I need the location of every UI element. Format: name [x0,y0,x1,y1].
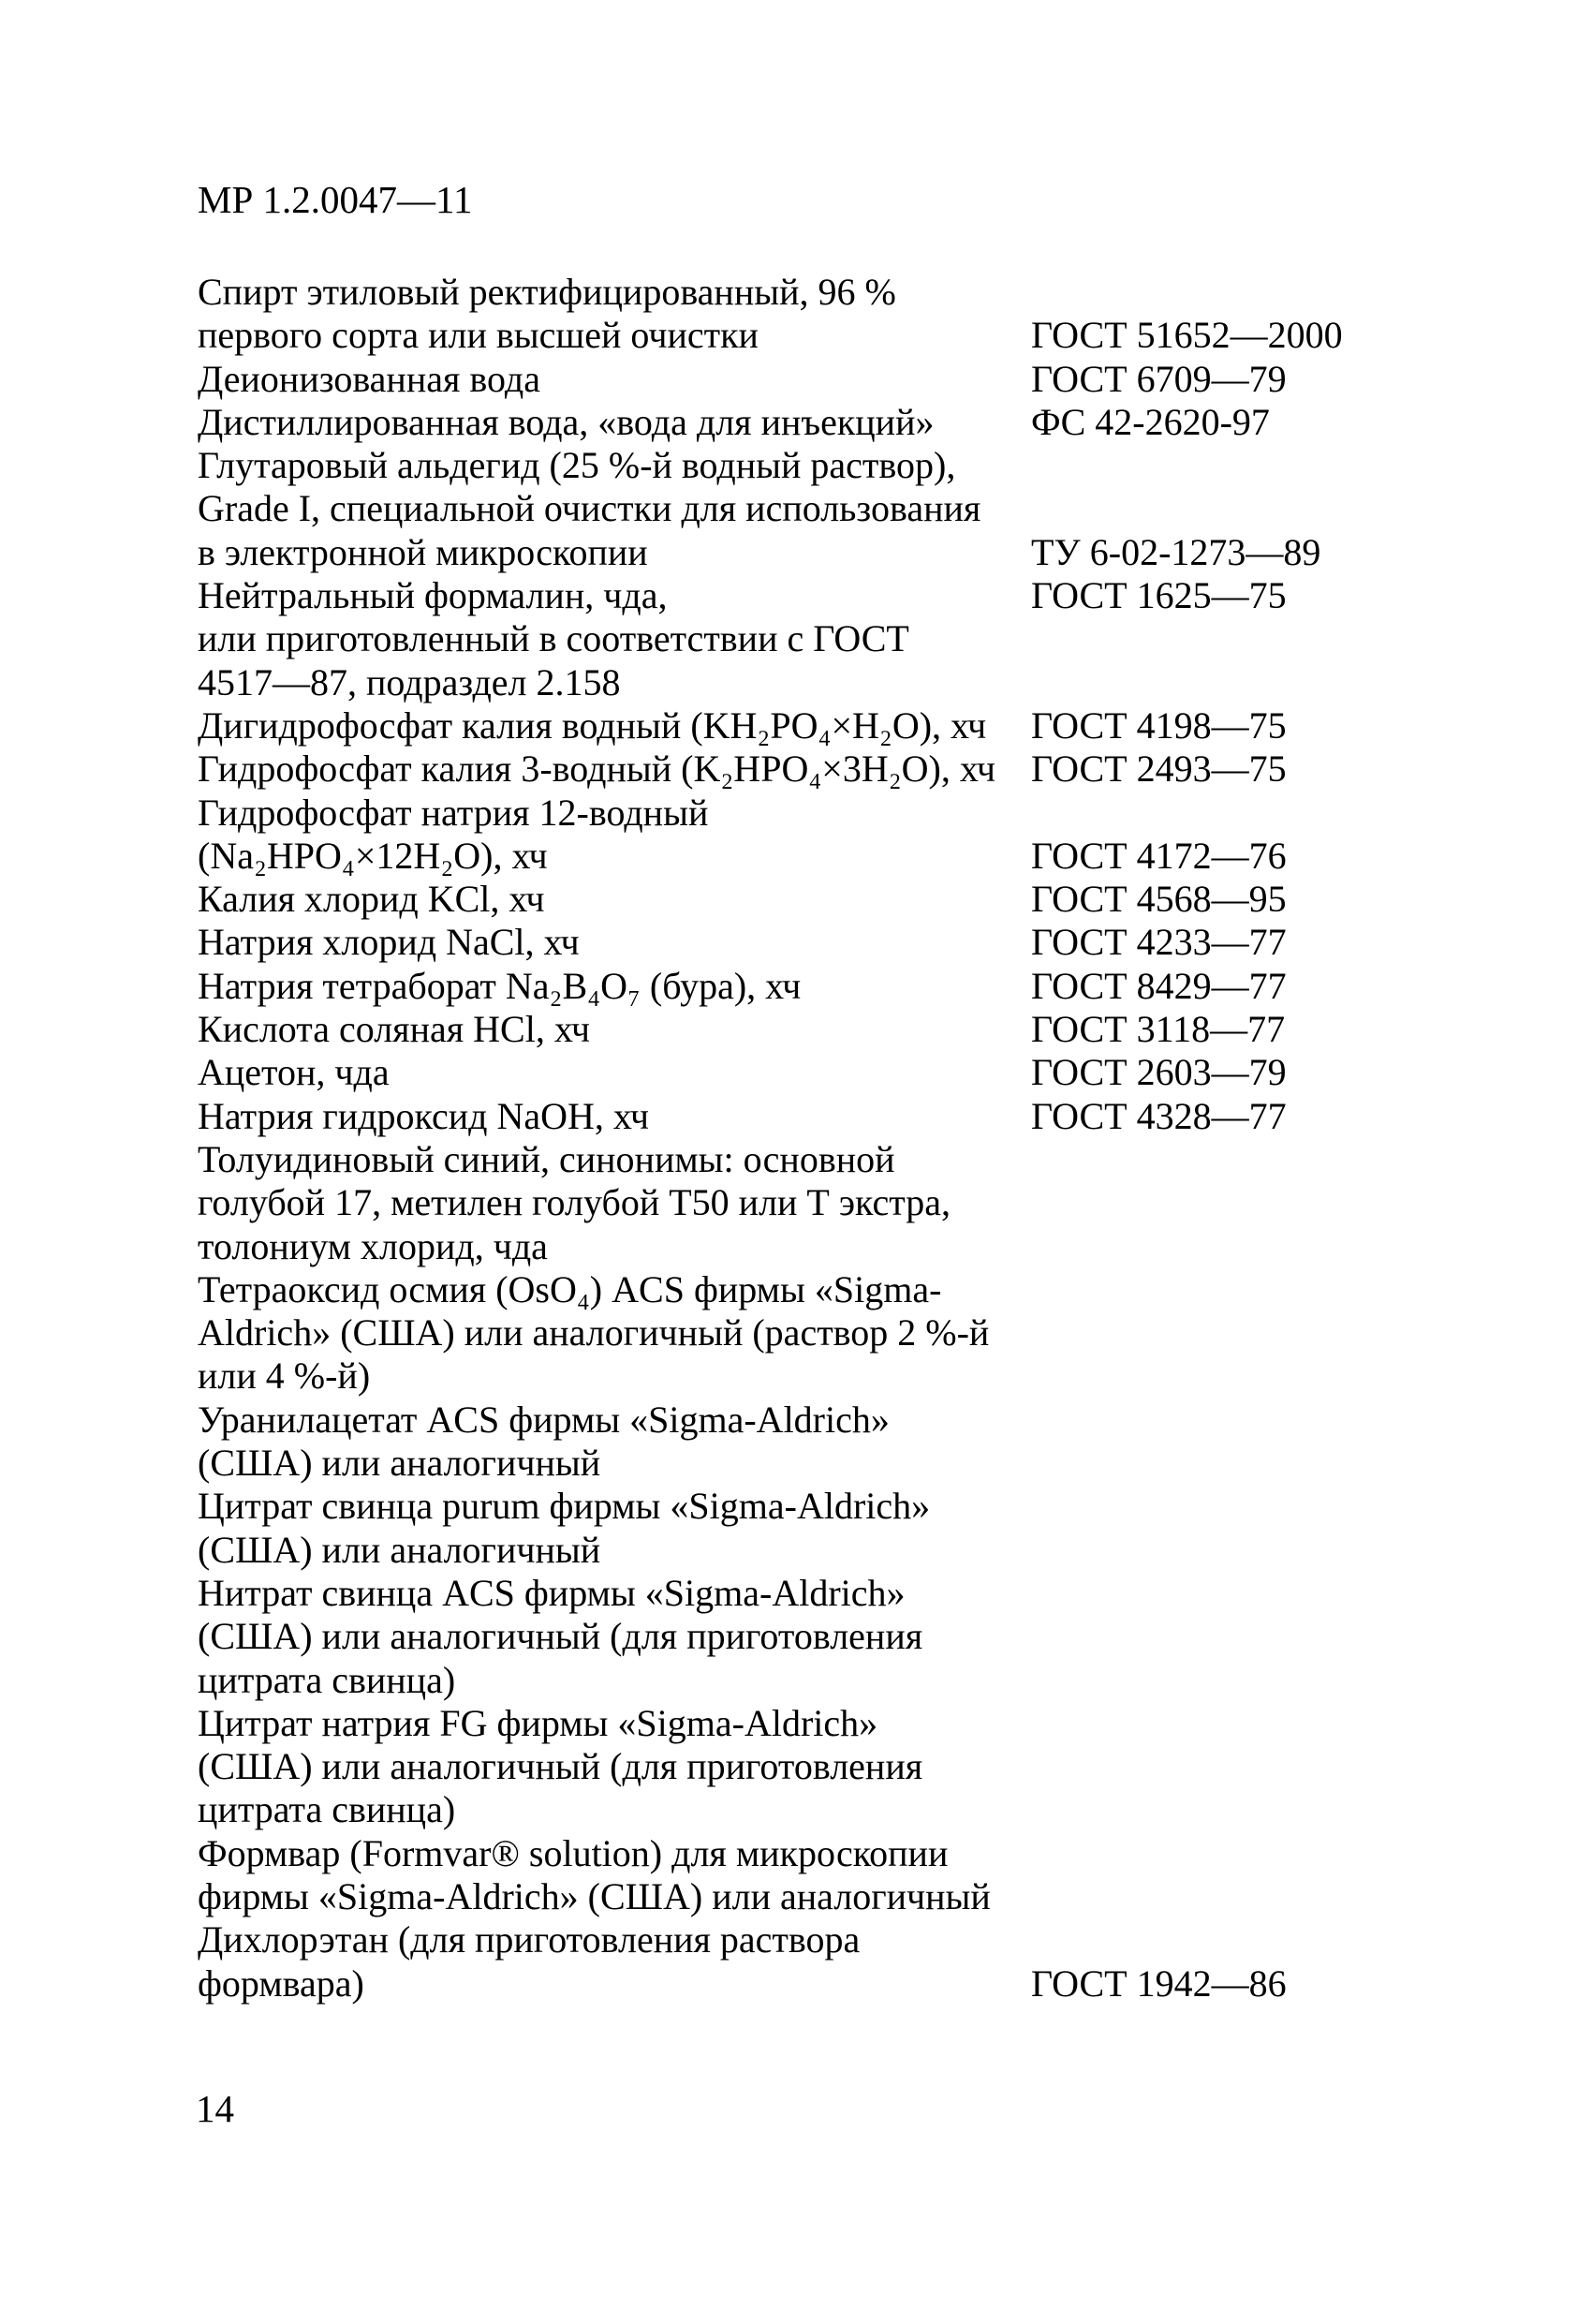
reagent-standard: ГОСТ 2603—79 [1031,1051,1287,1094]
reagent-name: Деионизованная вода [198,357,540,400]
reagent-standard: ГОСТ 51652—2000 [1031,314,1343,357]
reagent-row [198,1008,1396,1051]
reagent-standard: ГОСТ 1942—86 [1031,1961,1287,2005]
reagent-standard: ГОСТ 1625—75 [1031,574,1287,617]
reagent-standard: ГОСТ 4172—76 [1031,834,1287,877]
reagent-row [198,444,1396,574]
reagent-standard: ГОСТ 4198—75 [1031,703,1287,747]
reagent-name: Дистиллированная вода, «вода для инъекций» [198,400,935,443]
page-number: 14 [196,2087,234,2130]
reagent-row [198,1832,1396,1919]
reagent-standard: ГОСТ 3118—77 [1031,1008,1286,1051]
reagent-standard: ГОСТ 4233—77 [1031,921,1287,964]
reagent-row [198,704,1396,748]
reagent-name: Кислота соляная HCl, хч [198,1008,590,1051]
reagent-row [198,617,1396,704]
reagent-standard: ГОСТ 8429—77 [1031,964,1287,1007]
reagent-row [198,1485,1396,1572]
reagent-standard: ФС 42-2620-97 [1031,400,1270,443]
reagent-name: Цитрат натрия FG фирмы «Sigma-Aldrich» (США) или аналогичный (для приготовления цитрата свинца) [198,1701,923,1831]
reagent-name: Гидрофосфат натрия 12-водный (Na₂HPO₄×12H₂O), хч [198,791,709,877]
reagent-row [198,1095,1396,1138]
reagent-row [198,878,1396,921]
reagent-row [198,401,1396,444]
reagent-name: Дигидрофосфат калия водный (KH₂PO₄×H₂O), хч [198,703,987,747]
reagent-row [198,921,1396,964]
reagent-list [198,271,1396,2006]
reagent-name: или приготовленный в соответствии с ГОСТ 4517—87, подраздел 2.158 [198,617,909,703]
reagent-row [198,271,1396,358]
reagent-row [198,358,1396,401]
reagent-row [198,1399,1396,1486]
reagent-row [198,965,1396,1008]
reagent-name: Ацетон, чда [198,1051,390,1094]
reagent-standard: ГОСТ 2493—75 [1031,748,1287,791]
reagent-name: Формвар (Formvar® solution) для микроскопии фирмы «Sigma-Aldrich» (США) или аналогичный [198,1831,991,1917]
reagent-name: Тетраоксид осмия (OsO₄) ACS фирмы «Sigma- Aldrich» (США) или аналогичный (раствор 2 %-й или 4 %-й) [198,1267,990,1398]
reagent-name: Глутаровый альдегид (25 %-й водный раствор), Grade I, специальной очистки для использования в электронной микроскопии [198,444,981,573]
reagent-row [198,792,1396,879]
reagent-standard: ТУ 6-02-1273—89 [1031,530,1321,573]
reagent-name: Спирт этиловый ректифицированный, 96 % первого сорта или высшей очистки [198,271,896,357]
reagent-standard: ГОСТ 4328—77 [1031,1094,1287,1137]
reagent-row [198,1268,1396,1399]
reagent-row [198,1702,1396,1832]
reagent-name: Гидрофосфат калия 3-водный (K₂HPO₄×3H₂O), хч [198,748,995,791]
reagent-row [198,748,1396,791]
running-head: МР 1.2.0047—11 [198,178,473,221]
reagent-row [198,1138,1396,1268]
reagent-row [198,574,1396,617]
reagent-row [198,1918,1396,2006]
reagent-name: Калия хлорид KCl, хч [198,878,545,921]
reagent-name: Натрия хлорид NaCl, хч [198,921,580,964]
reagent-name: Натрия гидроксид NaOH, хч [198,1094,650,1137]
reagent-row [198,1051,1396,1094]
reagent-name: Толуидиновый синий, синонимы: основной голубой 17, метилен голубой Т50 или Т экстра, толониум хлорид, чда [198,1137,951,1267]
reagent-standard: ГОСТ 6709—79 [1031,357,1287,400]
reagent-row [198,1572,1396,1702]
reagent-name: Нитрат свинца ACS фирмы «Sigma-Aldrich» (США) или аналогичный (для приготовления цитрата свинца) [198,1571,923,1701]
reagent-name: Уранилацетат ACS фирмы «Sigma-Aldrich» (США) или аналогичный [198,1398,890,1485]
reagent-name: Дихлорэтан (для приготовления раствора формвара) [198,1918,861,2005]
reagent-name: Нейтральный формалин, чда, [198,574,668,617]
reagent-name: Цитрат свинца purum фирмы «Sigma-Aldrich» (США) или аналогичный [198,1485,931,1571]
reagent-standard: ГОСТ 4568—95 [1031,878,1287,921]
reagent-name: Натрия тетраборат Na₂B₄O₇ (бура), хч [198,964,802,1007]
